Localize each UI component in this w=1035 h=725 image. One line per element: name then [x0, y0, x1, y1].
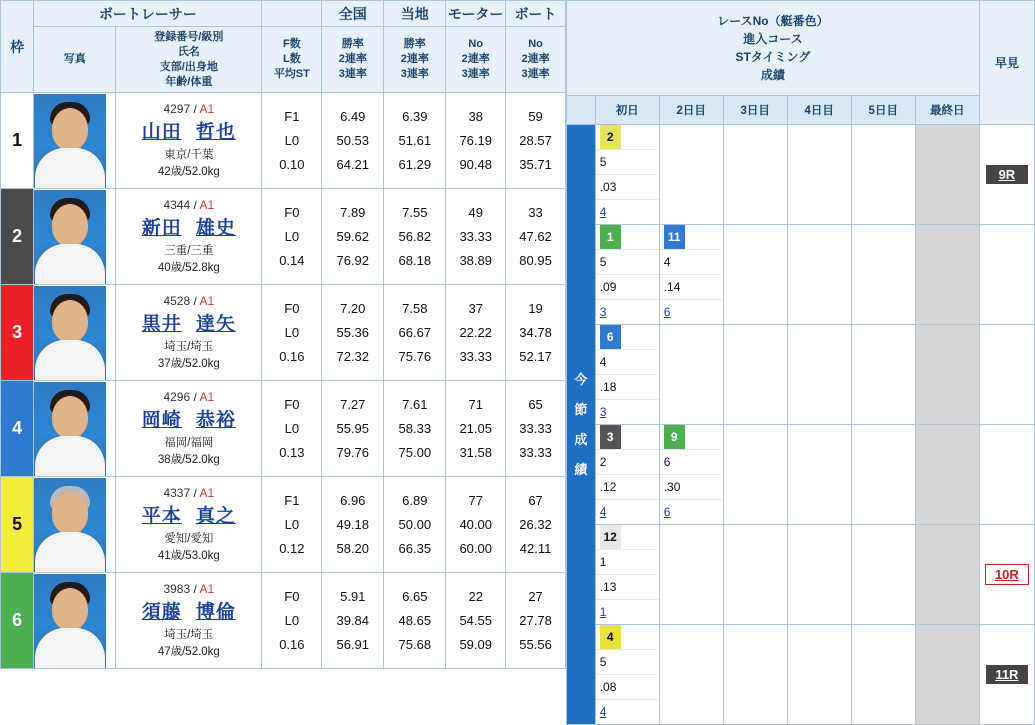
racer-name-link[interactable]: 平本 真之 — [141, 506, 236, 527]
header-hayami: 早見 — [979, 1, 1034, 125]
entry-course: 5 — [596, 650, 659, 675]
header-motor: モーター — [446, 1, 506, 27]
table-row — [1, 285, 566, 381]
waku-number: 1 — [1, 93, 34, 189]
result-cell-empty — [915, 325, 979, 425]
result-cell-empty — [851, 625, 915, 725]
result-row — [567, 425, 1035, 525]
racer-info — [116, 285, 262, 381]
header-touchi-sub: 勝率 2連率 3連率 — [384, 27, 446, 93]
hayami-race-label[interactable]: 9R — [986, 165, 1028, 184]
table-row — [1, 381, 566, 477]
racer-age-weight: 38歳/52.0kg — [157, 454, 220, 466]
flying-late-st: F0 L0 0.16 — [262, 573, 322, 669]
registration-number: 4528 / A1 — [163, 294, 215, 308]
result-cell — [595, 225, 659, 325]
results-title: レースNo（艇番色） 進入コース STタイミング 成績 — [567, 1, 980, 96]
result-cell-empty — [915, 525, 979, 625]
racer-info — [116, 477, 262, 573]
local-stats: 6.39 51.61 61.29 — [384, 93, 446, 189]
result-cell-empty — [915, 125, 979, 225]
finish-rank: 4 — [599, 505, 607, 519]
registration-number: 4344 / A1 — [163, 198, 215, 212]
racer-age-weight: 37歳/52.0kg — [157, 358, 220, 370]
result-cell-empty — [787, 325, 851, 425]
racer-branch: 東京/千葉 — [164, 149, 214, 161]
race-no: 3 — [596, 425, 659, 450]
flying-late-st: F1 L0 0.10 — [262, 93, 322, 189]
result-cell — [595, 425, 659, 525]
racer-name-link[interactable]: 須藤 博倫 — [141, 602, 236, 623]
result-cell-empty — [659, 125, 723, 225]
race-no: 1 — [596, 225, 659, 250]
racer-photo — [34, 381, 116, 477]
finish-rank: 3 — [599, 305, 607, 319]
result-cell-empty — [851, 325, 915, 425]
result-cell-empty — [787, 625, 851, 725]
entry-course: 5 — [596, 150, 659, 175]
result-cell-empty — [787, 125, 851, 225]
hayami-race-label[interactable]: 11R — [986, 665, 1028, 684]
result-cell-empty — [851, 425, 915, 525]
finish-rank: 3 — [599, 405, 607, 419]
header-zenkoku: 全国 — [322, 1, 384, 27]
finish-rank: 6 — [663, 305, 671, 319]
header-day-5: 5日目 — [851, 96, 915, 125]
local-stats: 7.58 66.67 75.76 — [384, 285, 446, 381]
result-cell — [595, 625, 659, 725]
boat-stats: 27 27.78 55.56 — [506, 573, 566, 669]
entry-course: 6 — [660, 450, 723, 475]
header-touchi: 当地 — [384, 1, 446, 27]
flying-late-st: F0 L0 0.16 — [262, 285, 322, 381]
racer-info — [116, 573, 262, 669]
result-cell-empty — [723, 625, 787, 725]
hayami-race-label[interactable]: 10R — [985, 564, 1029, 585]
racer-age-weight: 40歳/52.8kg — [157, 262, 220, 274]
header-zenkoku-sub: 勝率 2連率 3連率 — [322, 27, 384, 93]
race-no: 4 — [596, 625, 659, 650]
national-stats: 6.96 49.18 58.20 — [322, 477, 384, 573]
finish-rank: 4 — [599, 205, 607, 219]
national-stats: 6.49 50.53 64.21 — [322, 93, 384, 189]
racer-photo — [34, 477, 116, 573]
boat-stats: 67 26.32 42.11 — [506, 477, 566, 573]
result-cell-empty — [659, 325, 723, 425]
result-row — [567, 625, 1035, 725]
national-stats: 5.91 39.84 56.91 — [322, 573, 384, 669]
waku-number: 4 — [1, 381, 34, 477]
racer-age-weight: 41歳/53.0kg — [157, 550, 220, 562]
flying-late-st: F1 L0 0.12 — [262, 477, 322, 573]
results-table — [566, 0, 1035, 725]
hayami-cell — [979, 325, 1034, 425]
racer-name-link[interactable]: 黒井 達矢 — [141, 314, 236, 335]
national-stats: 7.20 55.36 72.32 — [322, 285, 384, 381]
race-no: 11 — [660, 225, 723, 250]
entry-course: 4 — [660, 250, 723, 275]
registration-number: 4337 / A1 — [163, 486, 215, 500]
header-f-blank — [262, 1, 322, 27]
entry-course: 1 — [596, 550, 659, 575]
result-cell-empty — [723, 525, 787, 625]
hayami-cell — [979, 425, 1034, 525]
st-timing: .30 — [660, 475, 723, 500]
hayami-cell[interactable] — [979, 525, 1034, 625]
table-row — [1, 477, 566, 573]
boat-stats: 65 33.33 33.33 — [506, 381, 566, 477]
result-cell-empty — [915, 625, 979, 725]
header-photo: 写真 — [34, 27, 116, 93]
header-f-sub: F数 L数 平均ST — [262, 27, 322, 93]
flying-late-st: F0 L0 0.14 — [262, 189, 322, 285]
race-no: 6 — [596, 325, 659, 350]
result-row — [567, 325, 1035, 425]
results-panel — [566, 0, 1035, 719]
result-cell — [595, 125, 659, 225]
result-cell-empty — [851, 125, 915, 225]
header-name-sub: 登録番号/級別 氏名 支部/出身地 年齢/体重 — [116, 27, 262, 93]
local-stats: 6.65 48.65 75.68 — [384, 573, 446, 669]
header-racer-group: ボートレーサー — [34, 1, 262, 27]
racer-branch: 福岡/福岡 — [164, 437, 214, 449]
result-cell-empty — [787, 425, 851, 525]
flying-late-st: F0 L0 0.13 — [262, 381, 322, 477]
racer-name-link[interactable]: 岡崎 恭裕 — [141, 410, 236, 431]
result-cell-empty — [915, 225, 979, 325]
national-stats: 7.89 59.62 76.92 — [322, 189, 384, 285]
racer-branch: 埼玉/埼玉 — [164, 629, 214, 641]
racer-branch: 愛知/愛知 — [164, 533, 214, 545]
result-cell-empty — [659, 525, 723, 625]
racer-age-weight: 47歳/52.0kg — [157, 646, 220, 658]
waku-number: 6 — [1, 573, 34, 669]
result-cell-empty — [723, 425, 787, 525]
result-cell-empty — [723, 225, 787, 325]
header-konsetu-spacer — [567, 96, 596, 125]
waku-number: 3 — [1, 285, 34, 381]
national-stats: 7.27 55.95 79.76 — [322, 381, 384, 477]
header-motor-sub: No 2連率 3連率 — [446, 27, 506, 93]
racer-photo — [34, 285, 116, 381]
racer-photo — [34, 93, 116, 189]
race-no: 12 — [596, 525, 659, 550]
waku-number: 5 — [1, 477, 34, 573]
racer-name-link[interactable]: 山田 哲也 — [141, 122, 236, 143]
motor-stats: 77 40.00 60.00 — [446, 477, 506, 573]
motor-stats: 22 54.55 59.09 — [446, 573, 506, 669]
registration-number: 4296 / A1 — [163, 390, 215, 404]
racer-branch: 埼玉/埼玉 — [164, 341, 214, 353]
table-row — [1, 189, 566, 285]
racer-name-link[interactable]: 新田 雄史 — [141, 218, 236, 239]
racer-info — [116, 93, 262, 189]
result-cell-empty — [851, 525, 915, 625]
result-cell-empty — [787, 525, 851, 625]
table-row — [1, 93, 566, 189]
header-boat-sub: No 2連率 3連率 — [506, 27, 566, 93]
result-cell-empty — [851, 225, 915, 325]
st-timing: .14 — [660, 275, 723, 300]
result-row — [567, 525, 1035, 625]
result-cell — [659, 425, 723, 525]
racer-photo — [34, 189, 116, 285]
result-cell — [659, 225, 723, 325]
header-day-1: 初日 — [595, 96, 659, 125]
st-timing: .09 — [596, 275, 659, 300]
race-no: 9 — [660, 425, 723, 450]
motor-stats: 37 22.22 33.33 — [446, 285, 506, 381]
result-cell-empty — [787, 225, 851, 325]
racer-info — [116, 189, 262, 285]
header-day-3: 3日目 — [723, 96, 787, 125]
st-timing: .03 — [596, 175, 659, 200]
result-cell-empty — [723, 125, 787, 225]
result-row — [567, 225, 1035, 325]
local-stats: 7.55 56.82 68.18 — [384, 189, 446, 285]
boat-stats: 33 47.62 80.95 — [506, 189, 566, 285]
local-stats: 6.89 50.00 66.35 — [384, 477, 446, 573]
racer-info — [116, 381, 262, 477]
st-timing: .12 — [596, 475, 659, 500]
motor-stats: 49 33.33 38.89 — [446, 189, 506, 285]
hayami-cell[interactable] — [979, 625, 1034, 725]
registration-number: 4297 / A1 — [163, 102, 215, 116]
result-cell-empty — [915, 425, 979, 525]
header-day-6: 最終日 — [915, 96, 979, 125]
result-cell — [595, 525, 659, 625]
result-cell-empty — [659, 625, 723, 725]
racer-age-weight: 42歳/52.0kg — [157, 166, 220, 178]
header-day-2: 2日目 — [659, 96, 723, 125]
table-row — [1, 573, 566, 669]
header-waku: 枠 — [1, 1, 34, 93]
motor-stats: 38 76.19 90.48 — [446, 93, 506, 189]
finish-rank: 1 — [599, 605, 607, 619]
result-cell-empty — [723, 325, 787, 425]
finish-rank: 6 — [663, 505, 671, 519]
result-cell — [595, 325, 659, 425]
konsetu-label: 今 節 成 績 — [567, 125, 596, 725]
boat-stats: 59 28.57 35.71 — [506, 93, 566, 189]
st-timing: .18 — [596, 375, 659, 400]
entry-course: 4 — [596, 350, 659, 375]
header-day-4: 4日目 — [787, 96, 851, 125]
waku-number: 2 — [1, 189, 34, 285]
finish-rank: 4 — [599, 705, 607, 719]
motor-stats: 71 21.05 31.58 — [446, 381, 506, 477]
racer-branch: 三重/三重 — [164, 245, 214, 257]
entry-course: 5 — [596, 250, 659, 275]
result-row — [567, 125, 1035, 225]
boat-stats: 19 34.78 52.17 — [506, 285, 566, 381]
hayami-cell — [979, 225, 1034, 325]
race-no: 2 — [596, 125, 659, 150]
st-timing: .08 — [596, 675, 659, 700]
st-timing: .13 — [596, 575, 659, 600]
hayami-cell[interactable] — [979, 125, 1034, 225]
local-stats: 7.61 58.33 75.00 — [384, 381, 446, 477]
entry-course: 2 — [596, 450, 659, 475]
racer-photo — [34, 573, 116, 669]
registration-number: 3983 / A1 — [163, 582, 215, 596]
header-boat: ボート — [506, 1, 566, 27]
